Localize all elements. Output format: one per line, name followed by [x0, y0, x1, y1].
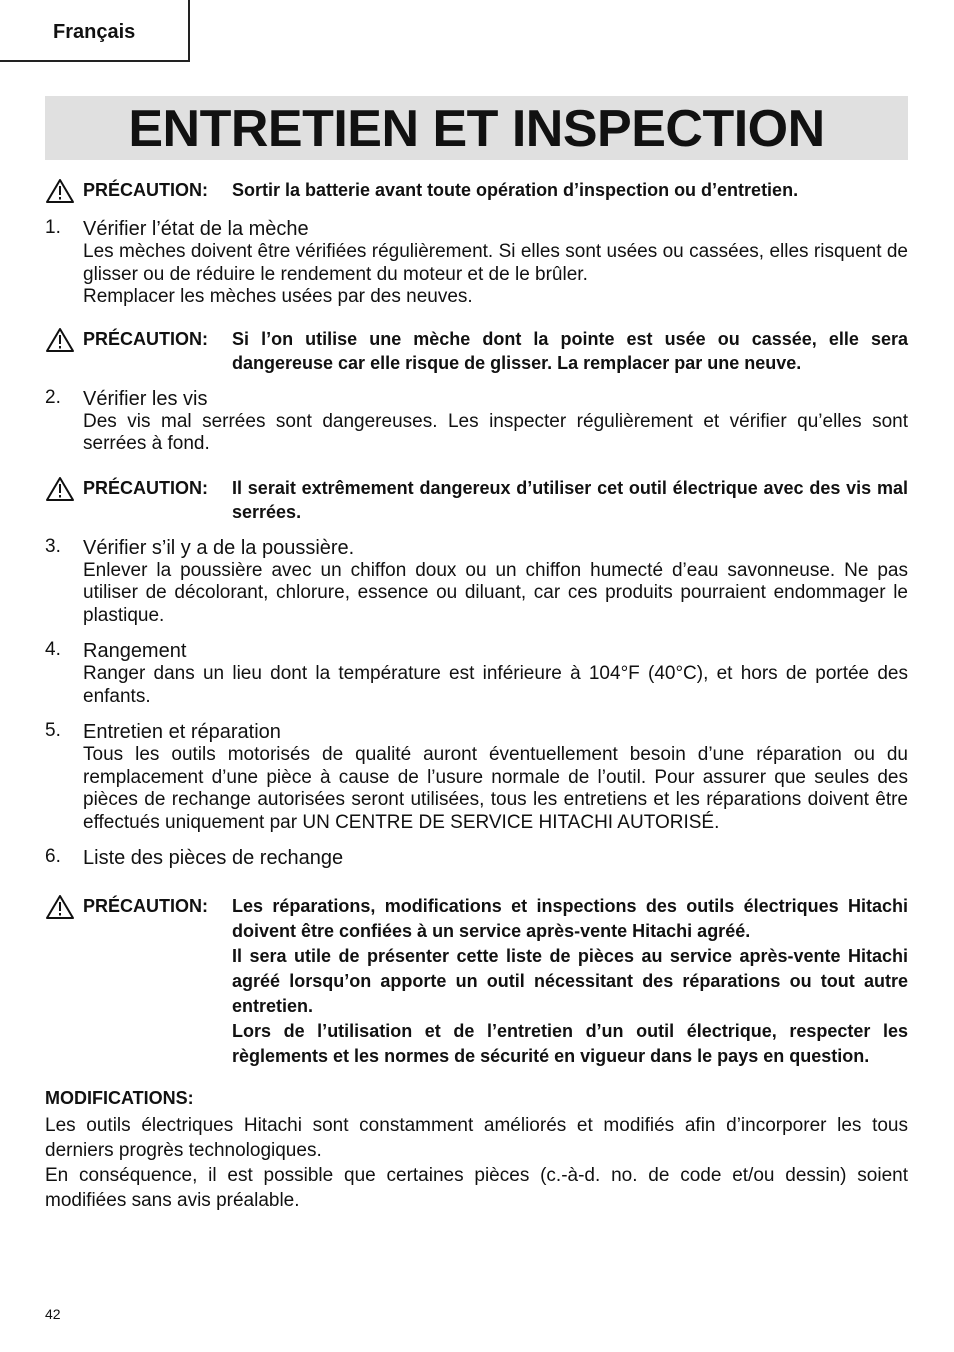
item-number: 6.	[45, 846, 61, 867]
caution-block-1	[45, 178, 908, 202]
item-paragraph: Des vis mal serrées sont dangereuses. Les inspecter régulièrement et vérifier qu’elles sont serrées à fond.	[83, 410, 908, 454]
item-body	[83, 411, 908, 456]
warning-triangle-icon	[45, 476, 75, 502]
language-tab	[0, 0, 190, 62]
item-body	[83, 744, 908, 834]
warning-triangle-icon	[45, 178, 75, 204]
item-paragraph: Ranger dans un lieu dont la température est inférieure à 104°F (40°C), et hors de portée des enfants.	[83, 663, 908, 707]
caution-label: PRÉCAUTION:	[83, 477, 208, 498]
caution-block-4	[45, 894, 908, 1069]
item-heading: Vérifier l’état de la mèche	[83, 218, 309, 240]
caution-text: Il serait extrêmement dangereux d’utiliser cet outil électrique avec des vis mal serrées.	[232, 477, 908, 522]
list-item-4	[45, 639, 908, 708]
modifications-paragraph: En conséquence, il est possible que certaines pièces (c.-à-d. no. de code et/ou dessin) soient modifiées sans avis préalable.	[45, 1165, 908, 1211]
item-number: 5.	[45, 720, 61, 741]
item-heading: Vérifier les vis	[83, 387, 208, 410]
list-item-6	[45, 846, 908, 870]
caution-paragraph: Lors de l’utilisation et de l’entretien d’un outil électrique, respecter les règlements et les normes de sécurité en vigueur dans le pays en question.	[232, 1021, 908, 1066]
caution-block-2	[45, 327, 908, 375]
item-body	[83, 663, 908, 708]
modifications-paragraph: Les outils électriques Hitachi sont constamment améliorés et modifiés afin d’incorporer les tous derniers progrès technologiques.	[45, 1115, 908, 1161]
caution-text: Si l’on utilise une mèche dont la pointe est usée ou cassée, elle sera dangereuse car elle risque de glisser. La remplacer par une neuve.	[232, 328, 908, 373]
item-heading: Rangement	[83, 640, 187, 662]
caution-label: PRÉCAUTION:	[83, 328, 208, 349]
item-paragraph: Enlever la poussière avec un chiffon doux ou un chiffon humecté d’eau savonneuse. Ne pas utiliser de décolorant, chlorure, essence ou diluant, car ces produits pourraient endommager le plastique.	[83, 559, 908, 626]
caution-paragraph: Il sera utile de présenter cette liste de pièces au service après-vente Hitachi agréé lorsqu’on apporte un outil nécessitant des réparations ou tout autre entretien.	[232, 946, 908, 1016]
item-body	[83, 241, 908, 309]
item-body	[83, 560, 908, 628]
item-number: 1.	[45, 217, 61, 238]
list-item-5	[45, 720, 908, 834]
item-number: 3.	[45, 535, 61, 557]
item-number: 4.	[45, 639, 61, 660]
list-item-2	[45, 387, 908, 456]
modifications-section	[45, 1087, 908, 1213]
page-content	[45, 178, 908, 1213]
caution-label: PRÉCAUTION:	[83, 180, 208, 200]
caution-label: PRÉCAUTION:	[83, 896, 208, 916]
list-item-3	[45, 536, 908, 628]
item-heading: Liste des pièces de rechange	[83, 847, 344, 869]
caution-text	[232, 894, 908, 1069]
modifications-title: MODIFICATIONS:	[45, 1088, 194, 1108]
item-paragraph: Tous les outils motorisés de qualité auront éventuellement besoin d’une réparation ou du remplacement d’une pièce à cause de l’usure normale de l’outil. Pour assurer que seules des pièces de rechange autorisées seront utilisées, tous les entretiens et les réparations doivent être effectués uniquement par UN CENTRE DE SERVICE HITACHI AUTORISÉ.	[83, 744, 908, 833]
item-number: 2.	[45, 386, 61, 408]
page-title: ENTRETIEN ET INSPECTION	[128, 100, 825, 158]
caution-paragraph: Les réparations, modifications et inspections des outils électriques Hitachi doivent être confiées à un service après-vente Hitachi agréé.	[232, 896, 908, 941]
warning-triangle-icon	[45, 327, 75, 353]
page-number: 42	[45, 1306, 61, 1322]
list-item-1	[45, 217, 908, 309]
caution-block-3	[45, 476, 908, 524]
item-paragraph: Les mèches doivent être vérifiées régulièrement. Si elles sont usées ou cassées, elles risquent de glisser ou de réduire le rendement du moteur et de le brûler.	[83, 241, 908, 285]
language-label: Français	[53, 21, 136, 43]
warning-triangle-icon	[45, 894, 75, 920]
item-heading: Vérifier s’il y a de la poussière.	[83, 536, 355, 559]
item-heading: Entretien et réparation	[83, 721, 281, 743]
caution-text: Sortir la batterie avant toute opération d’inspection ou d’entretien.	[232, 180, 799, 200]
title-band	[45, 96, 908, 160]
item-paragraph: Remplacer les mèches usées par des neuves.	[83, 286, 473, 307]
